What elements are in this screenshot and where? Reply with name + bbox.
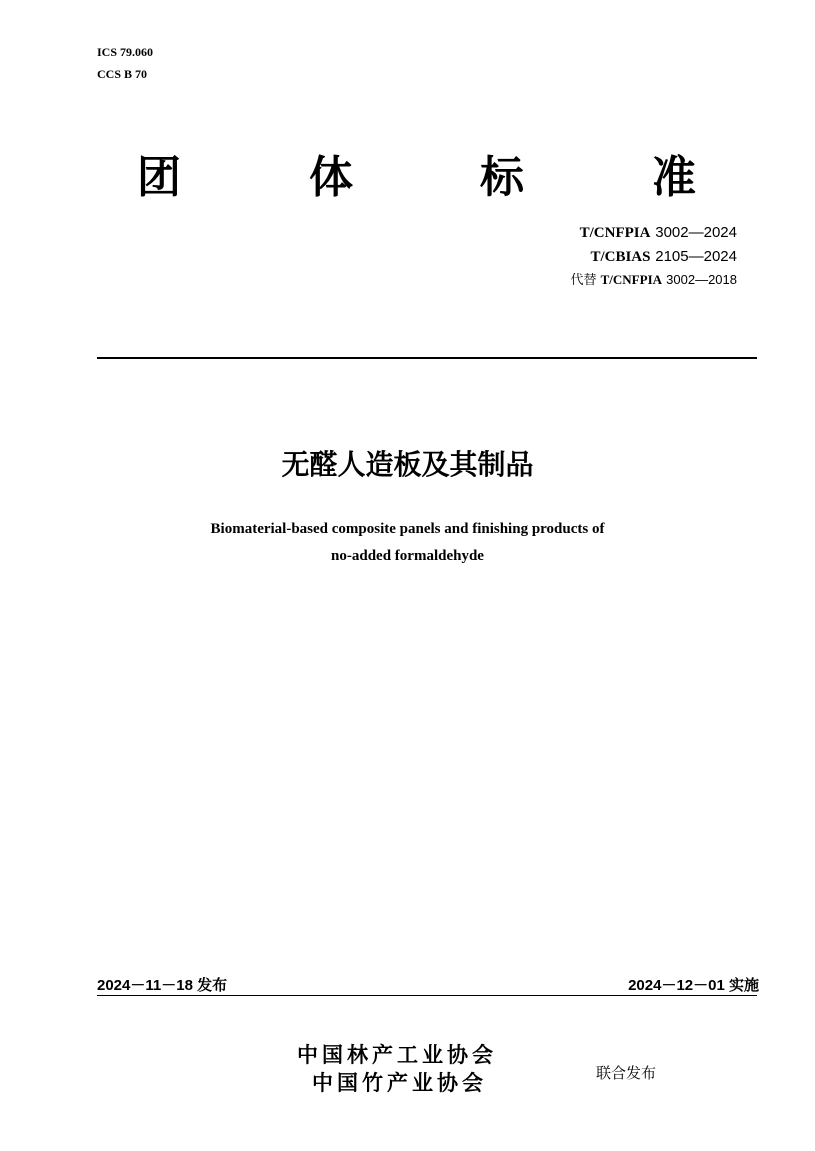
header-char-2: 体: [309, 152, 353, 203]
standard-org: T/CBIAS: [590, 249, 651, 265]
replaced-standard-number: [570, 270, 737, 291]
title-english-line-2: no-added formaldehyde: [331, 548, 484, 564]
standard-code: 2105—2024: [655, 248, 737, 265]
publisher-1: 中国林产工业协会: [297, 1043, 497, 1067]
title-chinese: 无醛人造板及其制品: [281, 448, 534, 481]
standard-org: T/CNFPIA: [579, 225, 651, 241]
ccs-code: CCS B 70: [97, 67, 148, 81]
header-divider: [97, 357, 757, 359]
standard-code: 3002—2018: [666, 272, 737, 287]
publisher-2: 中国竹产业协会: [312, 1071, 487, 1095]
standard-number-1: [580, 222, 737, 243]
header-char-4: 准: [652, 152, 696, 203]
date-divider: [97, 995, 757, 996]
issue-date: 2024－11－18 发布: [97, 977, 228, 994]
ics-code: ICS 79.060: [97, 45, 154, 59]
implement-date: 2024－12－01 实施: [628, 977, 759, 994]
standard-org: T/CNFPIA: [600, 272, 663, 287]
title-english-line-1: Biomaterial-based composite panels and finishing products of: [210, 521, 605, 537]
header-char-3: 标: [480, 152, 524, 203]
replaces-label: 代替: [570, 273, 597, 288]
standard-code: 3002—2024: [655, 224, 737, 241]
jointly-issued-label: 联合发布: [596, 1064, 657, 1082]
standard-number-2: [590, 246, 737, 267]
header-char-1: 团: [137, 152, 181, 203]
